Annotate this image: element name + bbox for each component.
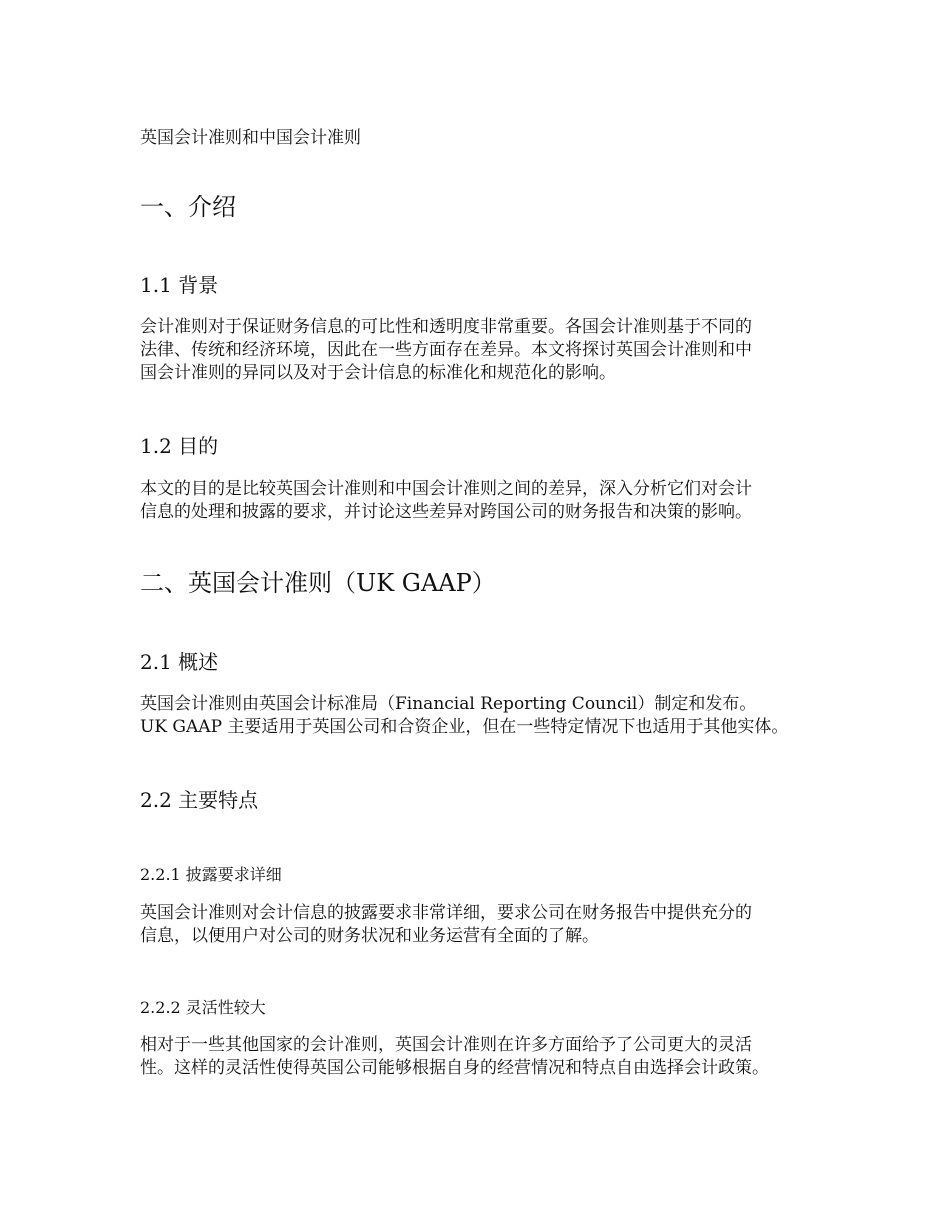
- section-2-2-heading: 2.2 主要特点: [140, 788, 259, 812]
- section-1-heading: 一、介绍: [140, 193, 236, 221]
- section-2-heading: 二、英国会计准则（UK GAAP）: [140, 569, 496, 597]
- paragraph-line: 信息，以便用户对公司的财务状况和业务运营有全面的了解。: [140, 926, 599, 946]
- paragraph-line: 英国会计准则对会计信息的披露要求非常详细，要求公司在财务报告中提供充分的: [140, 903, 752, 923]
- section-2-2-2-heading: 2.2.2 灵活性较大: [140, 998, 266, 1017]
- paragraph-line: 英国会计准则由英国会计标准局（Financial Reporting Council）制定和发布。: [140, 694, 757, 714]
- section-1-2-heading: 1.2 目的: [140, 434, 219, 458]
- section-2-2-2-paragraph: [140, 1034, 840, 1080]
- paragraph-line: 本文的目的是比较英国会计准则和中国会计准则之间的差异，深入分析它们对会计: [140, 479, 752, 499]
- paragraph-line: 相对于一些其他国家的会计准则，英国会计准则在许多方面给予了公司更大的灵活: [140, 1035, 752, 1055]
- paragraph-line: 法律、传统和经济环境，因此在一些方面存在差异。本文将探讨英国会计准则和中: [140, 340, 752, 360]
- section-2-2-1-heading: 2.2.1 披露要求详细: [140, 865, 282, 884]
- document-title: 英国会计准则和中国会计准则: [140, 128, 361, 148]
- section-2-1-paragraph: [140, 693, 840, 739]
- paragraph-line: 会计准则对于保证财务信息的可比性和透明度非常重要。各国会计准则基于不同的: [140, 317, 752, 337]
- paragraph-line: 国会计准则的异同以及对于会计信息的标准化和规范化的影响。: [140, 363, 616, 383]
- paragraph-line: UK GAAP 主要适用于英国公司和合资企业，但在一些特定情况下也适用于其他实体。: [140, 717, 789, 737]
- section-1-2-paragraph: [140, 478, 840, 524]
- paragraph-line: 信息的处理和披露的要求，并讨论这些差异对跨国公司的财务报告和决策的影响。: [140, 502, 752, 522]
- section-2-2-1-paragraph: [140, 902, 840, 948]
- paragraph-line: 性。这样的灵活性使得英国公司能够根据自身的经营情况和特点自由选择会计政策。: [140, 1058, 769, 1078]
- section-1-1-heading: 1.1 背景: [140, 273, 219, 297]
- section-2-1-heading: 2.1 概述: [140, 650, 219, 674]
- section-1-1-paragraph: [140, 316, 840, 385]
